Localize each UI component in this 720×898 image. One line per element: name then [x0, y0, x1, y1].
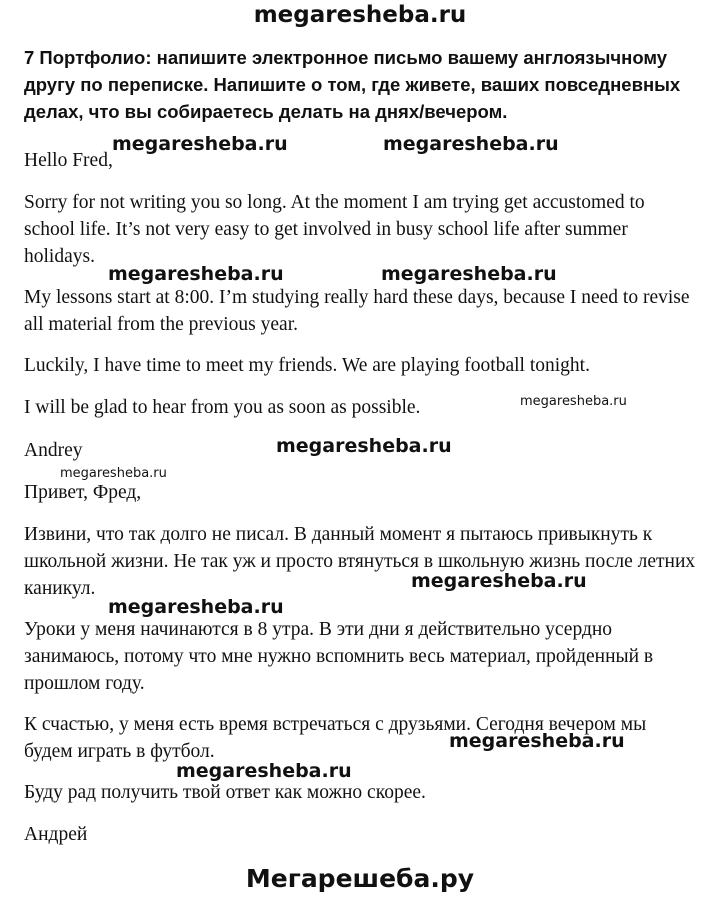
watermark: megaresheba.ru — [112, 133, 288, 155]
watermark: megaresheba.ru — [411, 570, 587, 592]
russian-paragraph-2: Уроки у меня начинаются в 8 утра. В эти дни я действительно усердно занимаюсь, потому что мне нужно вспомнить весь материал, пройденный в прошлом году. — [24, 619, 654, 694]
english-paragraph-4: I will be glad to hear from you as soon as possible. — [24, 397, 421, 418]
russian-paragraph-1: Извини, что так долго не писал. В данный момент я пытаюсь привыкнуть к школьной жизни. Не так уж и просто втянуться в школьную жизнь после летних каникул. — [24, 524, 696, 599]
watermark-small: megaresheba.ru — [60, 466, 167, 481]
site-header: megaresheba.ru — [253, 2, 467, 28]
watermark: megaresheba.ru — [449, 730, 625, 752]
english-paragraph-3: Luckily, I have time to meet my friends. We are playing football tonight. — [24, 355, 590, 376]
english-signature: Andrey — [24, 440, 83, 461]
watermark: megaresheba.ru — [176, 760, 352, 782]
english-paragraph-2: My lessons start at 8:00. I’m studying really hard these days, because I need to revise all material from the previous year. — [24, 287, 690, 335]
watermark-small: megaresheba.ru — [520, 394, 627, 409]
watermark: megaresheba.ru — [276, 435, 452, 457]
watermark: megaresheba.ru — [108, 596, 284, 618]
russian-greeting: Привет, Фред, — [24, 482, 142, 503]
english-greeting: Hello Fred, — [24, 150, 113, 171]
watermark: megaresheba.ru — [108, 263, 284, 285]
site-footer: Мегарешеба.ру — [245, 864, 475, 893]
russian-paragraph-3: К счастью, у меня есть время встречаться с друзьями. Сегодня вечером мы будем играть в футбол. — [24, 714, 647, 762]
russian-paragraph-4: Буду рад получить твой ответ как можно скорее. — [24, 782, 426, 803]
english-paragraph-1: Sorry for not writing you so long. At the moment I am trying get accustomed to school life. It’s not very easy to get involved in busy school life after summer holidays. — [24, 192, 645, 267]
russian-signature: Андрей — [24, 824, 88, 845]
watermark: megaresheba.ru — [383, 133, 559, 155]
watermark: megaresheba.ru — [381, 263, 557, 285]
task-heading: 7 Портфолио: напишите электронное письмо вашему англоязычному другу по переписке. Напишите о том, где живете, ваших повседневных делах, что вы собираетесь делать на днях/вечером. — [24, 47, 681, 122]
